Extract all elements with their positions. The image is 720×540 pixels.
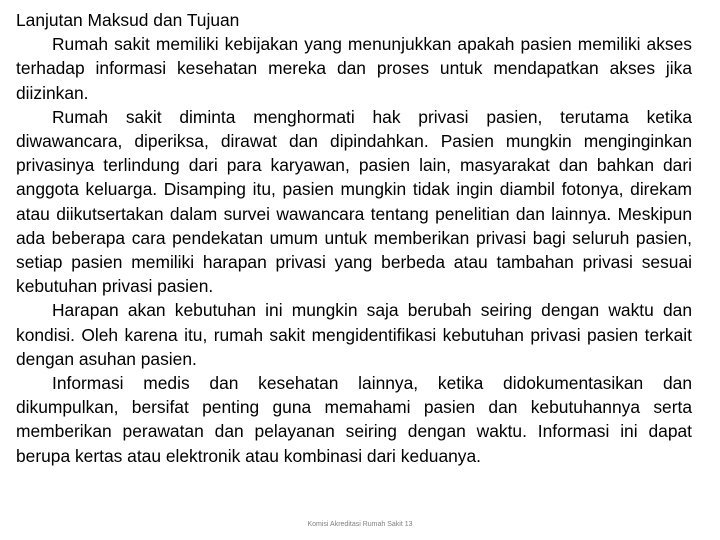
document-title: Lanjutan Maksud dan Tujuan	[16, 10, 240, 30]
paragraph-access-policy: Rumah sakit memiliki kebijakan yang menunjukkan apakah pasien memiliki akses terhadap informasi kesehatan mereka dan proses untuk mendapatkan akses jika diizinkan.	[16, 34, 692, 103]
paragraph-medical-information: Informasi medis dan kesehatan lainnya, ketika didokumentasikan dan dikumpulkan, bersifat penting guna memahami pasien dan kebutuhannya serta memberikan perawatan dan pelayanan seiring dengan waktu. Informasi ini dapat berupa kertas atau elektronik atau kombinasi dari keduanya.	[16, 373, 692, 466]
document-body	[16, 8, 692, 468]
slide-footer: Komisi Akreditasi Rumah Sakit 13	[307, 521, 413, 528]
paragraph-privacy-expectations: Harapan akan kebutuhan ini mungkin saja berubah seiring dengan waktu dan kondisi. Oleh karena itu, rumah sakit mengidentifikasi kebutuhan privasi pasien terkait dengan asuhan pasien.	[16, 300, 692, 369]
paragraph-privacy-rights: Rumah sakit diminta menghormati hak privasi pasien, terutama ketika diwawancara, diperiksa, dirawat dan dipindahkan. Pasien mungkin menginginkan privasinya terlindung dari para karyawan, pasien lain, masyarakat dan bahkan dari anggota keluarga. Disamping itu, pasien mungkin tidak ingin diambil fotonya, direkam atau diikutsertakan dalam survei wawancara tentang penelitian dan lainnya. Meskipun ada beberapa cara pendekatan umum untuk memberikan privasi bagi seluruh pasien, setiap pasien memiliki harapan privasi yang berbeda atau tambahan privasi sesuai kebutuhan privasi pasien.	[16, 106, 692, 297]
